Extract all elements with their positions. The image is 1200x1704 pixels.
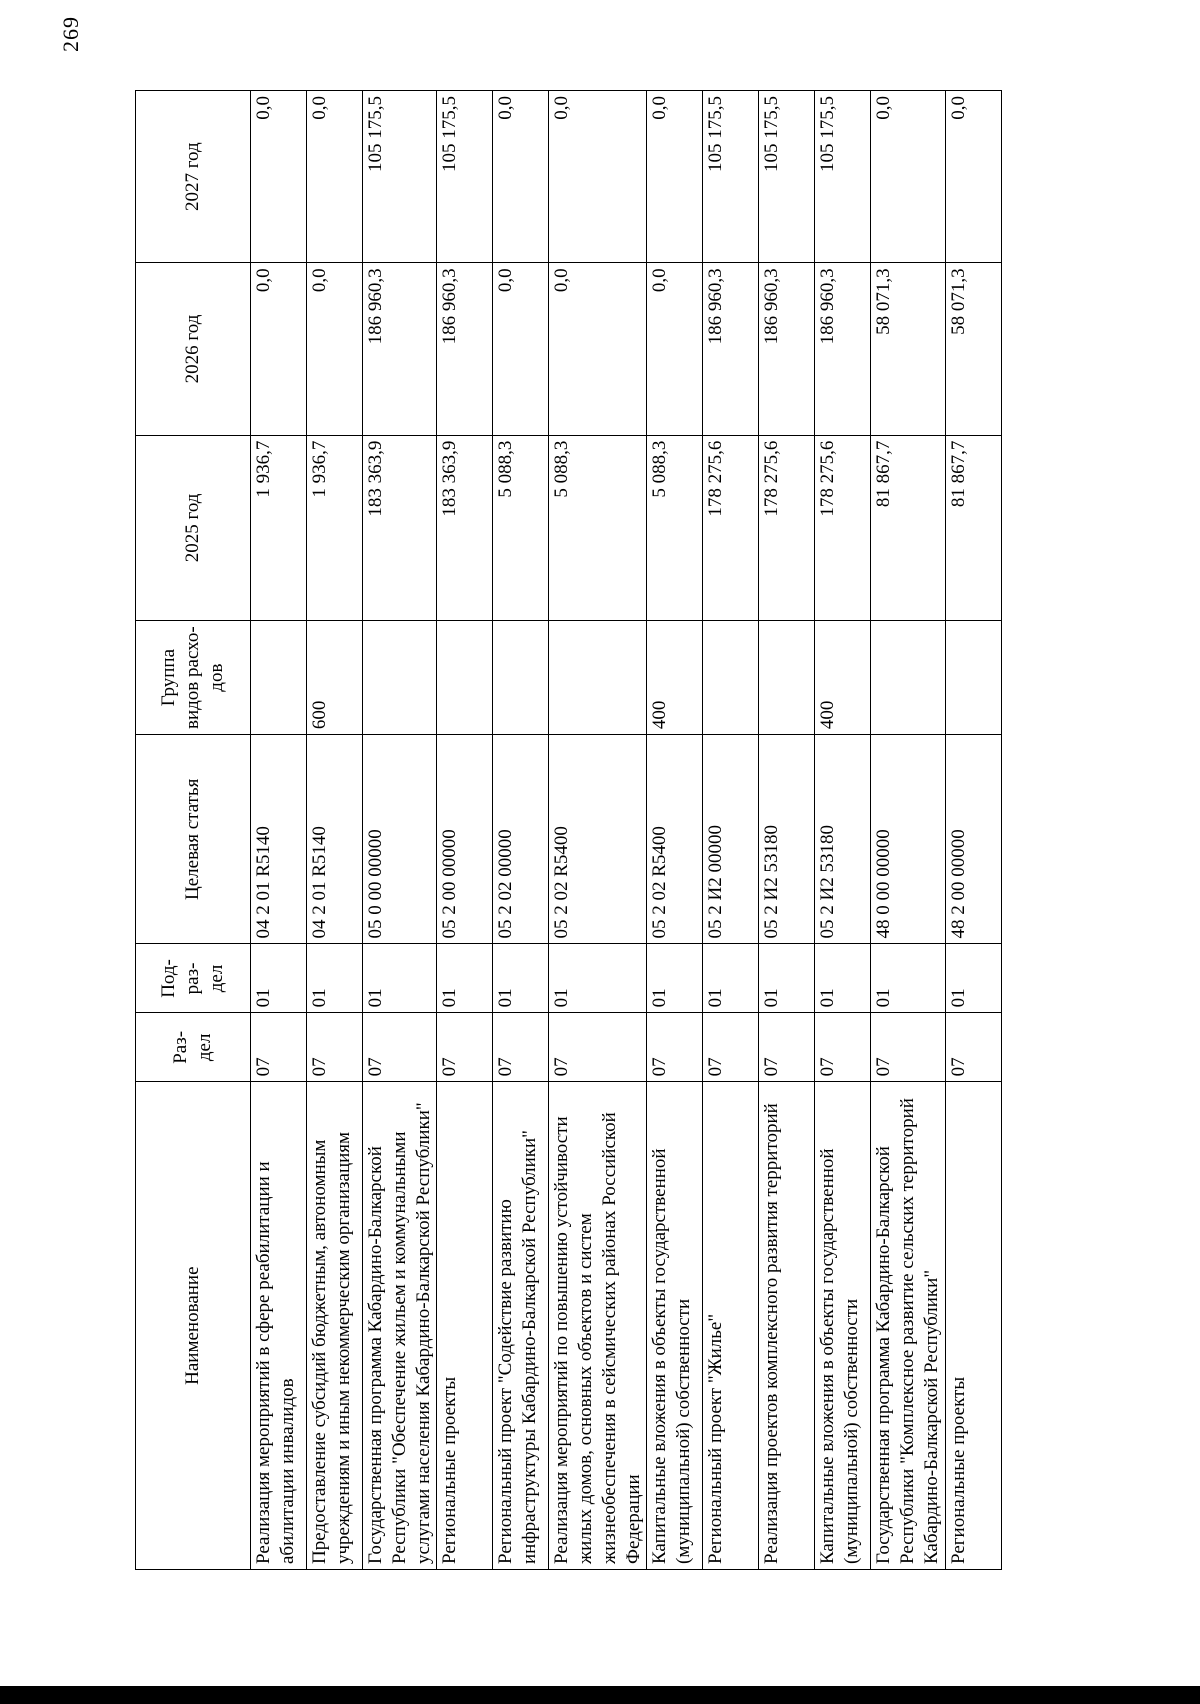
cell-subsection: 01: [815, 944, 871, 1013]
cell-y2025: 183 363,9: [437, 435, 493, 621]
cell-subsection: 01: [759, 944, 815, 1013]
cell-subsection: 01: [437, 944, 493, 1013]
cell-section: 07: [549, 1013, 647, 1082]
header-group: Группа видов расхо-дов: [136, 621, 251, 735]
cell-y2027: 0,0: [493, 91, 549, 263]
cell-group: [871, 621, 945, 735]
cell-name: Государственная программа Кабардино-Балкарской Республики "Комплексное развитие сельских территорий Кабардино-Балкарской Республики": [871, 1082, 945, 1570]
cell-y2026: 0,0: [251, 263, 307, 435]
cell-group: [363, 621, 437, 735]
cell-y2026: 0,0: [493, 263, 549, 435]
cell-target: 05 2 02 00000: [493, 735, 549, 944]
cell-section: 07: [493, 1013, 549, 1082]
cell-group: [945, 621, 1001, 735]
cell-name: Государственная программа Кабардино-Балкарской Республики "Обеспечение жильем и коммунальными услугами населения Кабардино-Балкарской Республики": [363, 1082, 437, 1570]
page-number: 269: [58, 16, 83, 52]
cell-subsection: 01: [703, 944, 759, 1013]
cell-y2026: 186 960,3: [759, 263, 815, 435]
cell-subsection: 01: [493, 944, 549, 1013]
header-2026: 2026 год: [136, 263, 251, 435]
cell-target: 04 2 01 R5140: [251, 735, 307, 944]
cell-y2025: 81 867,7: [945, 435, 1001, 621]
cell-target: 48 0 00 00000: [871, 735, 945, 944]
cell-subsection: 01: [363, 944, 437, 1013]
cell-subsection: 01: [945, 944, 1001, 1013]
cell-section: 07: [759, 1013, 815, 1082]
cell-y2027: 105 175,5: [703, 91, 759, 263]
cell-name: Капитальные вложения в объекты государственной (муниципальной) собственности: [647, 1082, 703, 1570]
cell-target: 05 2 И2 53180: [815, 735, 871, 944]
cell-group: 400: [647, 621, 703, 735]
cell-group: [549, 621, 647, 735]
cell-subsection: 01: [549, 944, 647, 1013]
header-section: Раз-дел: [136, 1013, 251, 1082]
cell-name: Капитальные вложения в объекты государственной (муниципальной) собственности: [815, 1082, 871, 1570]
table-row: [871, 91, 945, 1570]
cell-y2025: 5 088,3: [647, 435, 703, 621]
header-subsection: Под-раз-дел: [136, 944, 251, 1013]
cell-y2027: 105 175,5: [437, 91, 493, 263]
cell-section: 07: [363, 1013, 437, 1082]
cell-target: 04 2 01 R5140: [307, 735, 363, 944]
cell-y2025: 178 275,6: [815, 435, 871, 621]
cell-name: Реализация мероприятий по повышению устойчивости жилых домов, основных объектов и систем жизнеобеспечения в сейсмических районах Российской Федерации: [549, 1082, 647, 1570]
cell-y2025: 1 936,7: [251, 435, 307, 621]
cell-name: Региональные проекты: [945, 1082, 1001, 1570]
table-row: [647, 91, 703, 1570]
cell-group: 600: [307, 621, 363, 735]
cell-name: Реализация проектов комплексного развития территорий: [759, 1082, 815, 1570]
cell-y2026: 0,0: [647, 263, 703, 435]
cell-y2026: 0,0: [549, 263, 647, 435]
table-row: [759, 91, 815, 1570]
cell-section: 07: [703, 1013, 759, 1082]
cell-target: 05 2 02 R5400: [647, 735, 703, 944]
cell-section: 07: [251, 1013, 307, 1082]
cell-y2026: 58 071,3: [871, 263, 945, 435]
cell-y2026: 186 960,3: [815, 263, 871, 435]
cell-y2026: 186 960,3: [437, 263, 493, 435]
table-row: [251, 91, 307, 1570]
cell-y2026: 58 071,3: [945, 263, 1001, 435]
cell-name: Региональный проект "Жилье": [703, 1082, 759, 1570]
cell-name: Региональный проект "Содействие развитию инфраструктуры Кабардино-Балкарской Республики": [493, 1082, 549, 1570]
header-2027: 2027 год: [136, 91, 251, 263]
cell-y2025: 5 088,3: [549, 435, 647, 621]
budget-table-container: [135, 90, 1055, 1570]
table-row: [703, 91, 759, 1570]
header-name: Наименование: [136, 1082, 251, 1570]
cell-section: 07: [437, 1013, 493, 1082]
cell-section: 07: [815, 1013, 871, 1082]
cell-section: 07: [307, 1013, 363, 1082]
cell-target: 05 2 И2 53180: [759, 735, 815, 944]
cell-name: Региональные проекты: [437, 1082, 493, 1570]
cell-target: 48 2 00 00000: [945, 735, 1001, 944]
cell-subsection: 01: [307, 944, 363, 1013]
cell-group: [437, 621, 493, 735]
cell-name: Реализация мероприятий в сфере реабилитации и абилитации инвалидов: [251, 1082, 307, 1570]
cell-y2025: 178 275,6: [759, 435, 815, 621]
cell-target: 05 0 00 00000: [363, 735, 437, 944]
cell-group: [703, 621, 759, 735]
cell-y2026: 186 960,3: [363, 263, 437, 435]
table-header-row: [136, 91, 251, 1570]
cell-y2027: 0,0: [945, 91, 1001, 263]
cell-group: 400: [815, 621, 871, 735]
cell-target: 05 2 00 00000: [437, 735, 493, 944]
cell-group: [493, 621, 549, 735]
cell-y2027: 0,0: [307, 91, 363, 263]
cell-y2027: 0,0: [549, 91, 647, 263]
cell-y2025: 178 275,6: [703, 435, 759, 621]
cell-y2027: 0,0: [251, 91, 307, 263]
header-target: Целевая статья: [136, 735, 251, 944]
cell-subsection: 01: [871, 944, 945, 1013]
cell-section: 07: [945, 1013, 1001, 1082]
scan-edge-bar: [0, 1686, 1200, 1704]
cell-group: [759, 621, 815, 735]
cell-y2025: 1 936,7: [307, 435, 363, 621]
cell-subsection: 01: [251, 944, 307, 1013]
cell-target: 05 2 02 R5400: [549, 735, 647, 944]
cell-target: 05 2 И2 00000: [703, 735, 759, 944]
table-row: [363, 91, 437, 1570]
budget-table: [135, 90, 1002, 1570]
cell-subsection: 01: [647, 944, 703, 1013]
cell-group: [251, 621, 307, 735]
cell-y2026: 0,0: [307, 263, 363, 435]
table-row: [493, 91, 549, 1570]
cell-name: Предоставление субсидий бюджетным, автономным учреждениям и иным некоммерческим организациям: [307, 1082, 363, 1570]
table-row: [437, 91, 493, 1570]
cell-section: 07: [871, 1013, 945, 1082]
cell-y2027: 0,0: [647, 91, 703, 263]
table-row: [307, 91, 363, 1570]
cell-y2027: 0,0: [871, 91, 945, 263]
cell-y2027: 105 175,5: [759, 91, 815, 263]
cell-y2025: 81 867,7: [871, 435, 945, 621]
cell-y2027: 105 175,5: [815, 91, 871, 263]
table-row: [549, 91, 647, 1570]
header-2025: 2025 год: [136, 435, 251, 621]
cell-y2026: 186 960,3: [703, 263, 759, 435]
table-row: [815, 91, 871, 1570]
cell-section: 07: [647, 1013, 703, 1082]
cell-y2025: 183 363,9: [363, 435, 437, 621]
table-row: [945, 91, 1001, 1570]
cell-y2025: 5 088,3: [493, 435, 549, 621]
cell-y2027: 105 175,5: [363, 91, 437, 263]
